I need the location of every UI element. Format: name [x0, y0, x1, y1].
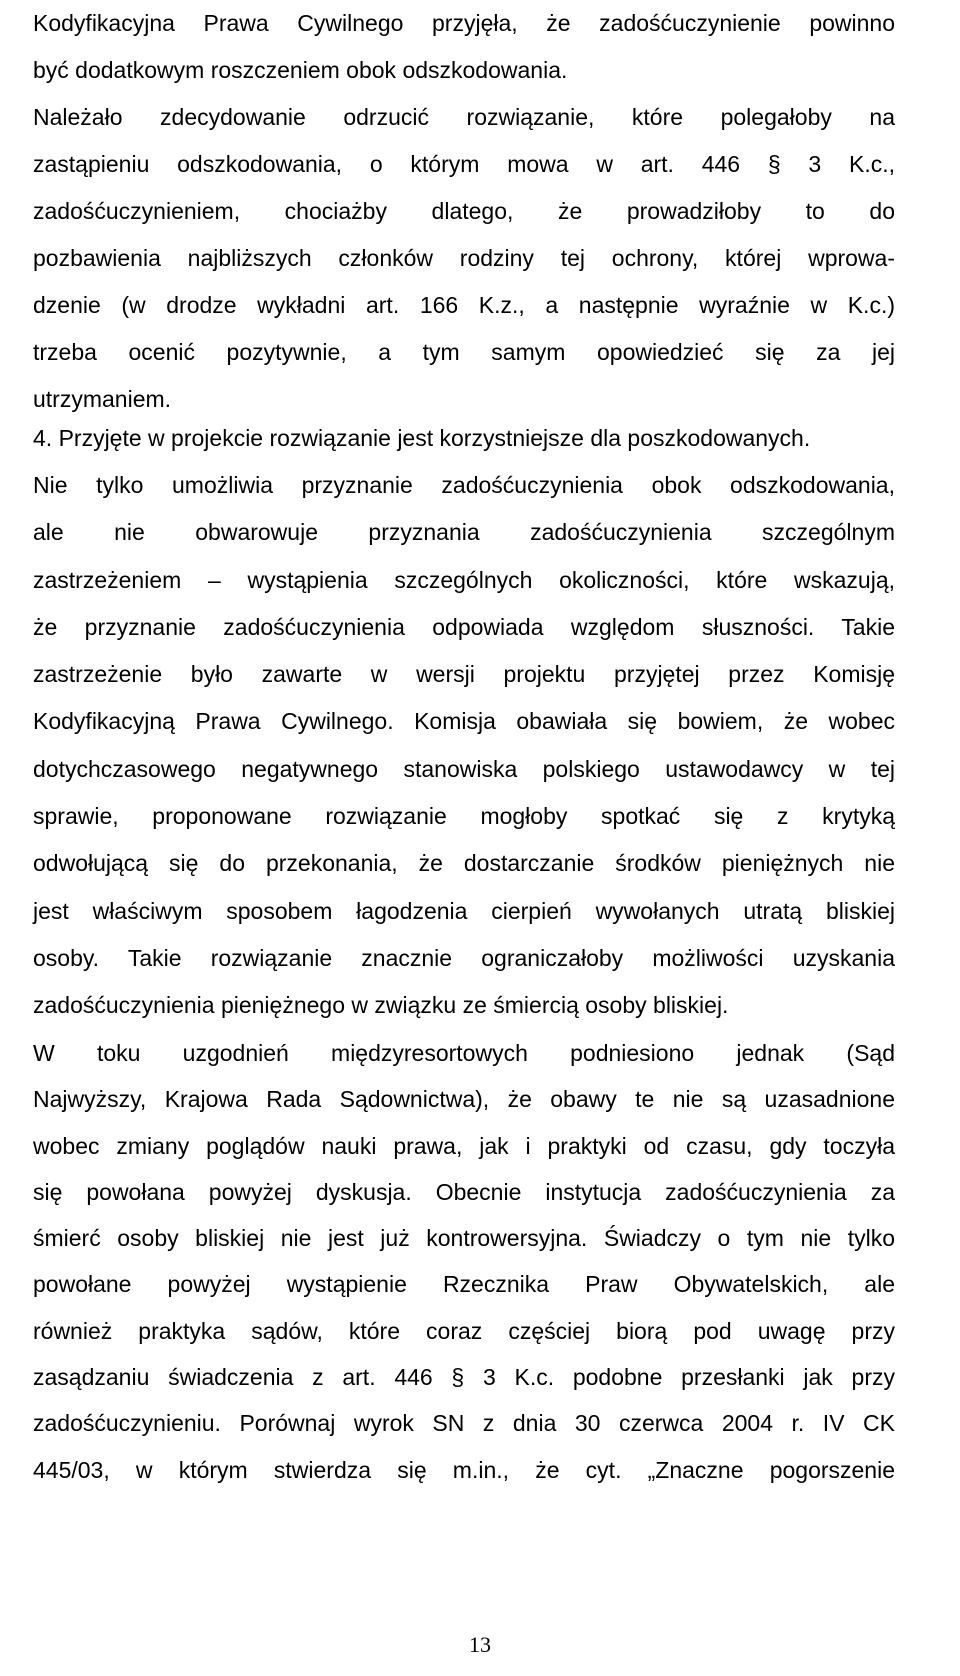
text-line: Nie tylko umożliwia przyznanie zadośćuczynienia obok odszkodowania,	[33, 472, 895, 498]
text-line: się powołana powyżej dyskusja. Obecnie instytucja zadośćuczynienia za	[33, 1178, 895, 1205]
paragraph-consultations	[33, 1030, 895, 1493]
text-line: ale nie obwarowuje przyznania zadośćuczynienia szczególnym	[33, 519, 895, 546]
text-line: zastąpieniu odszkodowania, o którym mowa w art. 446 § 3 K.c.,	[33, 151, 895, 177]
text-line: Należało zdecydowanie odrzucić rozwiązanie, które polegałoby na	[33, 104, 895, 130]
text-line: śmierć osoby bliskiej nie jest już kontrowersyjna. Świadczy o tym nie tylko	[33, 1225, 895, 1252]
paragraph-point-4	[33, 462, 895, 1030]
text-line: zastrzeżenie było zawarte w wersji projektu przyjętej przez Komisję	[33, 661, 895, 688]
text-line: sprawie, proponowane rozwiązanie mogłoby spotkać się z krytyką	[33, 803, 895, 830]
text-line: pozbawienia najbliższych członków rodziny tej ochrony, której wprowa-	[33, 245, 895, 271]
text-line: zadośćuczynienia pieniężnego w związku ze śmiercią osoby bliskiej.	[33, 992, 729, 1019]
point-4-heading	[33, 415, 895, 462]
text-line: odwołującą się do przekonania, że dostarczanie środków pieniężnych nie	[33, 850, 895, 877]
page-number: 13	[469, 1632, 491, 1657]
section-heading: 4. Przyjęte w projekcie rozwiązanie jest korzystniejsze dla poszkodowanych.	[33, 425, 811, 451]
text-line: być dodatkowym roszczeniem obok odszkodowania.	[33, 57, 568, 83]
text-line: Najwyższy, Krajowa Rada Sądownictwa), że obawy te nie są uzasadnione	[33, 1086, 895, 1113]
text-line: W toku uzgodnień międzyresortowych podniesiono jednak (Sąd	[33, 1040, 895, 1066]
text-line: dotychczasowego negatywnego stanowiska polskiego ustawodawcy w tej	[33, 755, 895, 782]
text-line: utrzymaniem.	[33, 386, 172, 412]
text-line: wobec zmiany poglądów nauki prawa, jak i praktyki od czasu, gdy toczyła	[33, 1132, 895, 1159]
text-line: Kodyfikacyjną Prawa Cywilnego. Komisja obawiała się bowiem, że wobec	[33, 708, 895, 735]
text-line: zadośćuczynieniem, chociażby dlatego, że prowadziłoby to do	[33, 198, 895, 224]
text-line: Kodyfikacyjna Prawa Cywilnego przyjęła, że zadośćuczynienie powinno	[33, 10, 895, 36]
text-line: jest właściwym sposobem łagodzenia cierpień wywołanych utratą bliskiej	[33, 897, 895, 924]
text-line: powołane powyżej wystąpienie Rzecznika Praw Obywatelskich, ale	[33, 1271, 895, 1298]
text-line: dzenie (w drodze wykładni art. 166 K.z., a następnie wyraźnie w K.c.)	[33, 292, 895, 318]
text-line: zadośćuczynieniu. Porównaj wyrok SN z dnia 30 czerwca 2004 r. IV CK	[33, 1410, 895, 1437]
text-line: osoby. Takie rozwiązanie znacznie ograniczałoby możliwości uzyskania	[33, 944, 895, 971]
text-line: zasądzaniu świadczenia z art. 446 § 3 K.c. podobne przesłanki jak przy	[33, 1364, 895, 1391]
text-line: również praktyka sądów, które coraz częściej biorą pod uwagę przy	[33, 1317, 895, 1344]
text-line: 445/03, w którym stwierdza się m.in., że cyt. „Znaczne pogorszenie	[33, 1456, 895, 1483]
text-line: że przyznanie zadośćuczynienia odpowiada względom słuszności. Takie	[33, 613, 895, 640]
paragraph-continuation	[33, 0, 895, 423]
text-line: zastrzeżeniem – wystąpienia szczególnych okoliczności, które wskazują,	[33, 566, 895, 593]
text-line: trzeba ocenić pozytywnie, a tym samym opowiedzieć się za jej	[33, 339, 895, 365]
